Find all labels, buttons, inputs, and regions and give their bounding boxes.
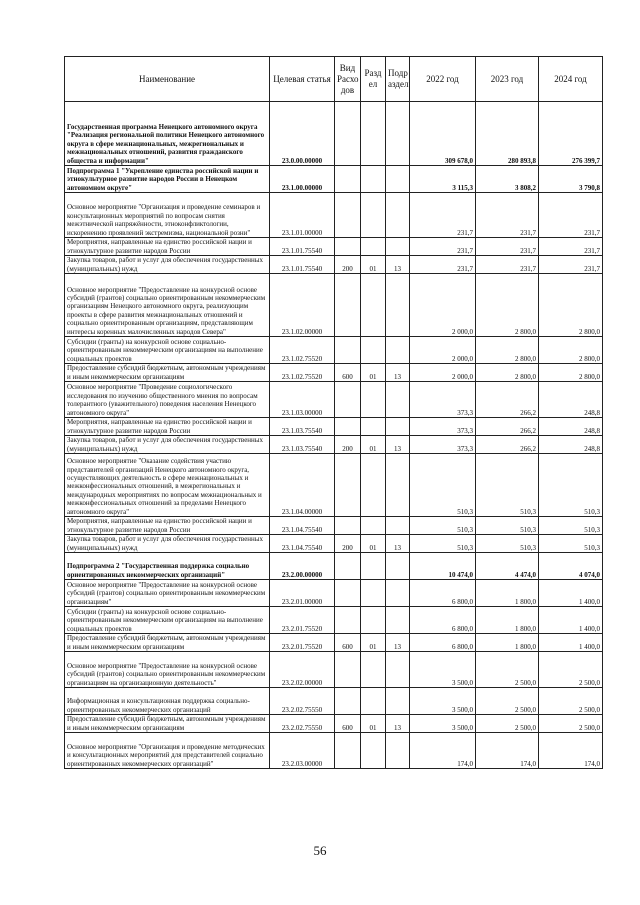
budget-table-sheet [64, 56, 602, 769]
table-row [65, 517, 603, 535]
row-expense-type [335, 607, 361, 634]
row-value-2023: 3 808,2 [476, 166, 539, 193]
row-section [361, 382, 386, 418]
row-name: Предоставление субсидий бюджетным, автономным учреждениям и иным некоммерческим организациям [65, 715, 270, 733]
row-value-2023: 231,7 [476, 256, 539, 274]
row-value-2024: 2 800,0 [539, 274, 603, 337]
row-subsection [386, 454, 410, 517]
row-name: Подпрограмма 2 "Государственная поддержка социально ориентированных некоммерческих организаций" [65, 553, 270, 580]
row-section [361, 418, 386, 436]
row-value-2022: 2 000,0 [410, 274, 476, 337]
row-target-article: 23.1.01.00000 [270, 193, 335, 238]
row-section: 01 [361, 535, 386, 553]
header-subsection: Подр аздел [386, 57, 410, 102]
row-name: Мероприятия, направленные на единство российской нации и этнокультурное развитие народов России [65, 517, 270, 535]
row-value-2024: 510,3 [539, 454, 603, 517]
row-value-2023: 2 800,0 [476, 364, 539, 382]
header-section: Разд ел [361, 57, 386, 102]
row-subsection: 13 [386, 364, 410, 382]
table-row [65, 634, 603, 652]
row-name: Основное мероприятие "Организация и проведение семинаров и консультационных мероприятий по вопросам снятия межэтнической напряжённости, этноконфликтологии, искоренению проявлений экстремизма, национальной розни" [65, 193, 270, 238]
row-expense-type [335, 337, 361, 364]
row-value-2023: 266,2 [476, 436, 539, 454]
table-row [65, 102, 603, 166]
row-value-2024: 2 500,0 [539, 715, 603, 733]
row-section [361, 102, 386, 166]
row-value-2023: 1 800,0 [476, 580, 539, 607]
row-name: Основное мероприятие "Организация и проведение методических и консультационных мероприятий для представителей социально ориентированных некоммерческих организаций" [65, 733, 270, 769]
row-target-article: 23.2.02.75550 [270, 688, 335, 715]
row-value-2022: 3 500,0 [410, 652, 476, 688]
header-year-2022: 2022 год [410, 57, 476, 102]
row-expense-type [335, 382, 361, 418]
row-expense-type [335, 454, 361, 517]
row-section [361, 607, 386, 634]
table-row [65, 553, 603, 580]
row-target-article: 23.1.01.75540 [270, 238, 335, 256]
row-value-2023: 2 500,0 [476, 688, 539, 715]
row-section [361, 274, 386, 337]
row-value-2023: 231,7 [476, 193, 539, 238]
row-subsection [386, 517, 410, 535]
page-number: 56 [313, 843, 327, 858]
row-subsection [386, 580, 410, 607]
row-expense-type [335, 193, 361, 238]
row-subsection [386, 274, 410, 337]
row-expense-type [335, 238, 361, 256]
table-row [65, 274, 603, 337]
row-name: Предоставление субсидий бюджетным, автономным учреждениям и иным некоммерческим организациям [65, 634, 270, 652]
row-value-2024: 174,0 [539, 733, 603, 769]
row-name: Закупка товаров, работ и услуг для обеспечения государственных (муниципальных) нужд [65, 256, 270, 274]
table-row [65, 535, 603, 553]
row-value-2022: 373,3 [410, 382, 476, 418]
row-section [361, 166, 386, 193]
row-target-article: 23.1.04.75540 [270, 535, 335, 553]
row-value-2024: 1 400,0 [539, 580, 603, 607]
row-target-article: 23.1.03.00000 [270, 382, 335, 418]
table-row [65, 337, 603, 364]
row-value-2024: 231,7 [539, 256, 603, 274]
table-row [65, 733, 603, 769]
row-expense-type [335, 580, 361, 607]
row-value-2024: 2 800,0 [539, 364, 603, 382]
table-row [65, 436, 603, 454]
row-value-2022: 510,3 [410, 454, 476, 517]
table-row [65, 418, 603, 436]
row-name: Основное мероприятие "Предоставление на конкурсной основе субсидий (грантов) социально ориентированным некоммерческим организациям" [65, 580, 270, 607]
row-subsection [386, 733, 410, 769]
row-subsection: 13 [386, 634, 410, 652]
row-name: Субсидии (гранты) на конкурсной основе социально-ориентированным некоммерческим организациям на выполнение социальных проектов [65, 607, 270, 634]
row-value-2024: 510,3 [539, 535, 603, 553]
row-subsection [386, 652, 410, 688]
row-target-article: 23.2.01.00000 [270, 580, 335, 607]
row-value-2022: 3 500,0 [410, 688, 476, 715]
row-value-2023: 1 800,0 [476, 607, 539, 634]
row-value-2024: 510,3 [539, 517, 603, 535]
row-target-article: 23.1.03.75540 [270, 436, 335, 454]
row-value-2023: 510,3 [476, 517, 539, 535]
row-name: Основное мероприятие "Предоставление на конкурсной основе субсидий (грантов) социально ориентированным некоммерческим организациям на организационную деятельность" [65, 652, 270, 688]
row-target-article: 23.1.00.00000 [270, 166, 335, 193]
row-subsection [386, 166, 410, 193]
row-section [361, 688, 386, 715]
row-value-2024: 248,8 [539, 382, 603, 418]
row-value-2023: 266,2 [476, 382, 539, 418]
row-value-2023: 2 500,0 [476, 652, 539, 688]
row-value-2024: 248,8 [539, 418, 603, 436]
row-expense-type [335, 102, 361, 166]
row-name: Подпрограмма 1 "Укрепление единства российской нации и этнокультурное развитие народов России в Ненецком автономном округе" [65, 166, 270, 193]
row-target-article: 23.2.01.75520 [270, 607, 335, 634]
row-target-article: 23.1.04.75540 [270, 517, 335, 535]
row-target-article: 23.2.02.00000 [270, 652, 335, 688]
row-name: Основное мероприятие "Проведение социологического исследования по изучению общественного мнения по вопросам толерантного (уважительного) поведения населения Ненецкого автономного округа" [65, 382, 270, 418]
row-value-2023: 510,3 [476, 454, 539, 517]
row-value-2022: 510,3 [410, 517, 476, 535]
row-value-2022: 231,7 [410, 238, 476, 256]
row-section [361, 337, 386, 364]
row-value-2024: 4 074,0 [539, 553, 603, 580]
row-value-2024: 2 500,0 [539, 652, 603, 688]
row-value-2023: 1 800,0 [476, 634, 539, 652]
table-row [65, 688, 603, 715]
row-subsection [386, 688, 410, 715]
row-value-2022: 10 474,0 [410, 553, 476, 580]
row-value-2024: 276 399,7 [539, 102, 603, 166]
row-subsection [386, 337, 410, 364]
row-target-article: 23.2.01.75520 [270, 634, 335, 652]
row-section: 01 [361, 256, 386, 274]
row-value-2022: 174,0 [410, 733, 476, 769]
row-subsection [386, 607, 410, 634]
row-value-2022: 2 000,0 [410, 337, 476, 364]
table-header-row [65, 57, 603, 102]
row-value-2024: 2 800,0 [539, 337, 603, 364]
row-section: 01 [361, 634, 386, 652]
row-expense-type [335, 418, 361, 436]
row-section [361, 454, 386, 517]
row-section [361, 652, 386, 688]
row-section [361, 553, 386, 580]
table-row [65, 238, 603, 256]
row-value-2023: 2 500,0 [476, 715, 539, 733]
row-name: Закупка товаров, работ и услуг для обеспечения государственных (муниципальных) нужд [65, 535, 270, 553]
row-expense-type [335, 652, 361, 688]
row-expense-type: 200 [335, 436, 361, 454]
row-name: Информационная и консультационная поддержка социально-ориентированных некоммерческих организаций [65, 688, 270, 715]
row-value-2024: 231,7 [539, 193, 603, 238]
row-name: Предоставление субсидий бюджетным, автономным учреждениям и иным некоммерческим организациям [65, 364, 270, 382]
row-subsection [386, 102, 410, 166]
row-target-article: 23.0.00.00000 [270, 102, 335, 166]
row-expense-type [335, 274, 361, 337]
row-value-2022: 231,7 [410, 256, 476, 274]
row-value-2023: 2 800,0 [476, 337, 539, 364]
row-subsection [386, 193, 410, 238]
row-subsection [386, 382, 410, 418]
row-name: Субсидии (гранты) на конкурсной основе социально-ориентированным некоммерческим организациям на выполнение социальных проектов [65, 337, 270, 364]
row-target-article: 23.2.03.00000 [270, 733, 335, 769]
row-value-2024: 248,8 [539, 436, 603, 454]
row-expense-type [335, 553, 361, 580]
row-value-2023: 510,3 [476, 535, 539, 553]
row-value-2022: 373,3 [410, 418, 476, 436]
row-value-2023: 280 893,8 [476, 102, 539, 166]
header-name: Наименование [65, 57, 270, 102]
row-section [361, 193, 386, 238]
row-subsection [386, 418, 410, 436]
row-section: 01 [361, 715, 386, 733]
row-section [361, 517, 386, 535]
row-subsection [386, 553, 410, 580]
row-target-article: 23.1.03.75540 [270, 418, 335, 436]
row-section [361, 238, 386, 256]
row-expense-type: 600 [335, 364, 361, 382]
row-value-2023: 2 800,0 [476, 274, 539, 337]
row-value-2022: 510,3 [410, 535, 476, 553]
row-value-2022: 2 000,0 [410, 364, 476, 382]
row-value-2023: 4 474,0 [476, 553, 539, 580]
row-value-2022: 6 800,0 [410, 607, 476, 634]
row-value-2024: 231,7 [539, 238, 603, 256]
row-expense-type: 600 [335, 715, 361, 733]
row-section [361, 733, 386, 769]
row-section [361, 580, 386, 607]
row-expense-type: 600 [335, 634, 361, 652]
row-value-2024: 3 790,8 [539, 166, 603, 193]
row-name: Мероприятия, направленные на единство российской нации и этнокультурное развитие народов России [65, 418, 270, 436]
row-expense-type [335, 688, 361, 715]
table-row [65, 382, 603, 418]
row-name: Государственная программа Ненецкого автономного округа "Реализация региональной политики Ненецкого автономного округа в сфере межнациональных, межрегиональных и межнациональных отношений, развития гражданского общества и информации" [65, 102, 270, 166]
row-value-2022: 3 115,3 [410, 166, 476, 193]
table-row [65, 193, 603, 238]
row-expense-type [335, 733, 361, 769]
table-row [65, 454, 603, 517]
row-target-article: 23.1.04.00000 [270, 454, 335, 517]
row-target-article: 23.1.01.75540 [270, 256, 335, 274]
row-target-article: 23.2.02.75550 [270, 715, 335, 733]
budget-table [64, 56, 603, 769]
row-target-article: 23.1.02.00000 [270, 274, 335, 337]
table-row [65, 256, 603, 274]
row-name: Мероприятия, направленные на единство российской нации и этнокультурное развитие народов России [65, 238, 270, 256]
row-value-2024: 2 500,0 [539, 688, 603, 715]
row-target-article: 23.2.00.00000 [270, 553, 335, 580]
header-expense-type: Вид Расхо дов [335, 57, 361, 102]
row-name: Основное мероприятие "Предоставление на конкурсной основе субсидий (грантов) социально ориентированным некоммерческим организациям Ненецкого автономного округа, реализующим проекты в сфере развития межнациональных отношений и социально ориентированным организациям, представляющим интересы коренных малочисленных народов Севера" [65, 274, 270, 337]
row-subsection [386, 238, 410, 256]
row-value-2023: 231,7 [476, 238, 539, 256]
header-target-article: Целевая статья [270, 57, 335, 102]
row-value-2022: 3 500,0 [410, 715, 476, 733]
table-row [65, 715, 603, 733]
row-value-2024: 1 400,0 [539, 634, 603, 652]
row-subsection: 13 [386, 436, 410, 454]
row-value-2023: 266,2 [476, 418, 539, 436]
table-row [65, 607, 603, 634]
row-subsection: 13 [386, 256, 410, 274]
table-row [65, 652, 603, 688]
row-value-2022: 6 800,0 [410, 634, 476, 652]
row-expense-type [335, 166, 361, 193]
row-value-2022: 309 678,0 [410, 102, 476, 166]
row-name: Закупка товаров, работ и услуг для обеспечения государственных (муниципальных) нужд [65, 436, 270, 454]
row-value-2022: 231,7 [410, 193, 476, 238]
row-name: Основное мероприятие "Оказание содействия участию представителей организаций Ненецкого автономного округа, осуществляющих деятельность в сфере межнациональных и межконфессиональных отношений, в межрегиональных и международных мероприятиях по вопросам межнациональных и межконфессиональных отношений за пределами Ненецкого автономного округа" [65, 454, 270, 517]
header-year-2024: 2024 год [539, 57, 603, 102]
row-section: 01 [361, 436, 386, 454]
row-subsection: 13 [386, 535, 410, 553]
table-body [65, 102, 603, 769]
row-expense-type: 200 [335, 535, 361, 553]
row-value-2024: 1 400,0 [539, 607, 603, 634]
table-row [65, 580, 603, 607]
row-value-2022: 373,3 [410, 436, 476, 454]
row-expense-type [335, 517, 361, 535]
row-target-article: 23.1.02.75520 [270, 364, 335, 382]
row-value-2023: 174,0 [476, 733, 539, 769]
row-subsection: 13 [386, 715, 410, 733]
table-row [65, 166, 603, 193]
row-expense-type: 200 [335, 256, 361, 274]
row-section: 01 [361, 364, 386, 382]
row-target-article: 23.1.02.75520 [270, 337, 335, 364]
row-value-2022: 6 800,0 [410, 580, 476, 607]
table-row [65, 364, 603, 382]
header-year-2023: 2023 год [476, 57, 539, 102]
